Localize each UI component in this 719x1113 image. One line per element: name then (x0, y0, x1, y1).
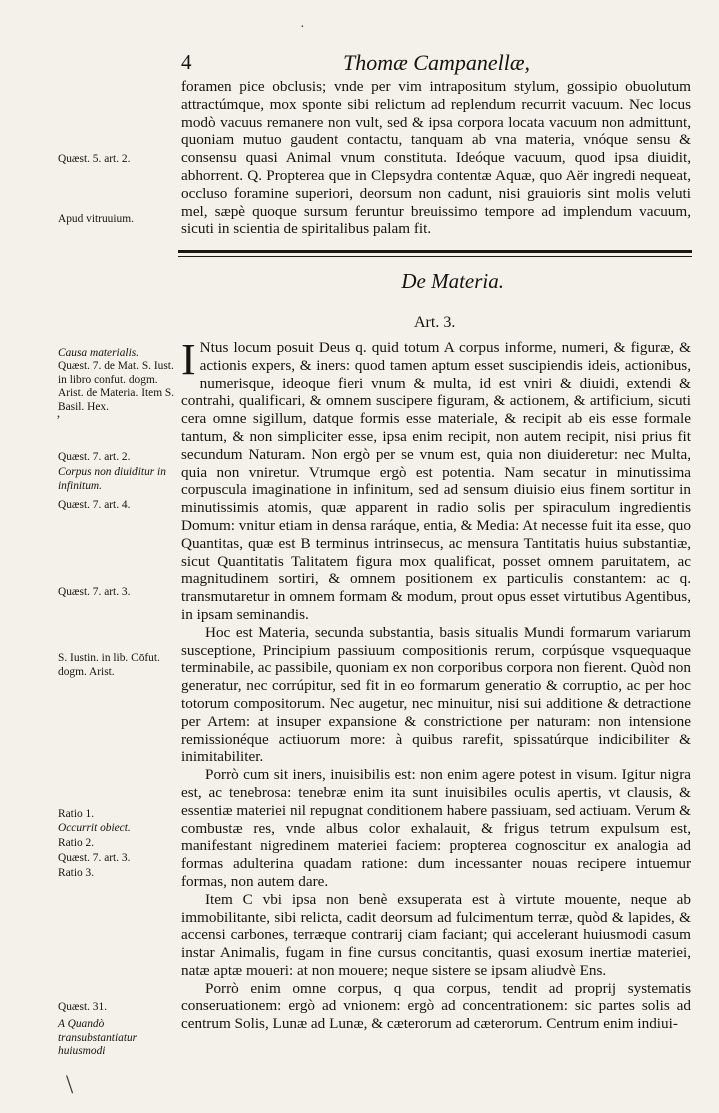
section-title: De Materia. (401, 269, 504, 293)
paragraph-text: Ntus locum posuit Deus q. quid totum A corpus informe, numeri, & figuræ, & actionis expers, & iners: quod tamen aptum esset suscipiendis ideis, actionibus, numerisque, ideoque fieri vnum & multa, id est vniri & diuidi, extendi & contrahi, qualificari, & omnem suscipere figuram, & actionem, & artificium, sicuti cera omne sigillum, datque formis esse materiale, & recipit ab eis esse formale tantum, & non simpliciter esse, ipsa enim recipit, non autem recipit, nisi prius fit secundum Naturam. Non ergò per se vnum est, quia non diuideretur: nec Multa, quia non vniretur. Vtrumque ergò est potentia. Nam secatur in minutissima corpuscula imaginatione in infinitum, sed ad sensum diuisio eius finem sortitur in minutissimis atomis, quæ apparent in radio solis per spiraculum ingredientis Domum: vnitur etiam in densa raráque, entia, & Media: At necesse fuit ita esse, quo Quantitas, quæ est B terminus intrinsecus, ac mensura Tantitatis huius substantiæ, sicut Quantitatis Talitatem figura mox qualificat, posset omnem paruitatem, ac magnitudinem sortiri, & omnem positionem ex particulis constantem: ac q. transmutaretur in omnem formam & modum, prout opus esset virtutibus Agentibus, in ipsam seminandis. (181, 339, 691, 623)
margin-note: Corpus non diuiditur in infinitum. (58, 466, 166, 492)
paragraph: Porrò cum sit iners, inuisibilis est: non enim agere potest in visum. Igitur nigra est, ac tenebrosa: tenebræ enim ita sunt inuisibiles oculis apertis, vt clausis, & essentiæ materiei nil repugnat conditionem habere passiuam, sed actiuam. Verum & combustæ res, vnde albus color exhalauit, & frigus tetrum expulsum est, manifestant nigredinem materiei faciem: propterea cognoscitur ex analogia ad formas adulterina quadam ratione: dum incessanter nouas recipere intuemur formas, non autem dare. (181, 766, 691, 890)
paragraph (181, 335, 691, 624)
margin-note: Quæst. 5. art. 2. (58, 153, 131, 165)
paragraph: Hoc est Materia, secunda substantia, basis situalis Mundi formarum variarum susceptione, Principium passiuum compositionis rerum, corpúsque vsquequaque terminabile, ac passibile, quoniam ex non corporibus corpora non fierent. Quòd non generatur, nec corrúpitur, sed fit in eo formarum generatio & corruptio, ac per hoc totorum compositorum. Nec augetur, nec minuitur, nisi sui additione & detractione per Artem: at insuper expansione & constrictione per naturam: non intensione remissionéque actiuorum more: à quibus rarefit, spissatúrque indicibiliter & inimitabiliter. (181, 623, 691, 766)
margin-note: Ratio 3. (58, 867, 95, 879)
margin-note: Occurrit obiect. (58, 822, 131, 834)
divider-rule (178, 256, 692, 257)
margin-note: Quæst. 7. art. 3. (58, 586, 131, 598)
article-label: Art. 3. (414, 314, 456, 331)
body-text-top (181, 78, 691, 238)
margin-note: Apud vitruuium. (58, 213, 134, 225)
paragraph: Porrò enim omne corpus, q qua corpus, tendit ad proprij systematis conseruationem: ergò ad vnionem: ergò ad concentrationem: sic partes solis ad centrum Solis, Lunæ ad Lunæ, & cæterorum ad cæterorum. Centrum enim indiui- (181, 979, 691, 1033)
margin-note: A Quandò transubstantiatur huiusmodi (58, 1018, 138, 1058)
paragraph: Item C vbi ipsa non benè exsuperata est à virtute mouente, neque ab immobilitante, sibi relicta, cadit deorsum ad fulcimentum terræ, quòd & lapides, & accensi carbones, terræque contrarij ciam faciant; qui accelerant huiusmodi casum instar Animalis, fugam in fine cursus concitantis, quasi exosum inertiæ materiei, natæ aptæ moueri: at non mouere; neque sistere se ipsam aliudvè Ens. (181, 890, 691, 979)
body-text-main (181, 335, 691, 1033)
margin-note: S. Iustin. in lib. Cōfut. dogm. Arist. (58, 652, 160, 678)
running-head: Thomæ Campanellæ, (343, 50, 531, 75)
margin-note: Quæst. 31. (58, 1001, 108, 1013)
margin-note: Quæst. 7. de Mat. S. Iust. in libro confut. dogm. Arist. de Materia. Item S. Basil. Hex. (58, 360, 175, 413)
margin-note: Ratio 1. (58, 808, 95, 820)
page-header (0, 50, 719, 80)
page-number: 4 (181, 50, 192, 74)
margin-note: Quæst. 7. art. 2. (58, 451, 131, 463)
drop-cap: I (181, 335, 196, 384)
margin-note: Ratio 2. (58, 837, 95, 849)
margin-note: Causa materialis. (58, 347, 140, 359)
margin-note: Quæst. 7. art. 4. (58, 499, 131, 511)
ink-mark: \ (66, 1070, 74, 1099)
margin-note: Quæst. 7. art. 3. (58, 852, 131, 864)
ink-mark: ‚ (56, 406, 61, 421)
paragraph: foramen pice obclusis; vnde per vim intrapositum stylum, gossipio obuolutum attractúmque, mox sponte sibi relictum ad replendum recurrit vacuum. Nec locus modò vacuus remanere non vult, sed & ipsa corpora locata vacuum non admittunt, quoniam mutuo gaudent contactu, tanquam ab vna materia, vnóque sensu & consensu quasi Animal vnum constituta. Ideóque vacuum, quod ipsa diuidit, abhorrent. Q. Propterea que in Clepsydra contentæ Aquæ, quo Aër ingredi nequeat, occluso foramine superiori, deorsum non cadunt, nisi grauioris sint molis veluti mel, sæpè quoque sursum feruntur breuissimo tempore ad implendum vacuum, sicuti in scientia de spiritalibus palam fit. (181, 78, 691, 238)
divider-rule (178, 250, 692, 253)
ink-mark: · (300, 20, 305, 35)
